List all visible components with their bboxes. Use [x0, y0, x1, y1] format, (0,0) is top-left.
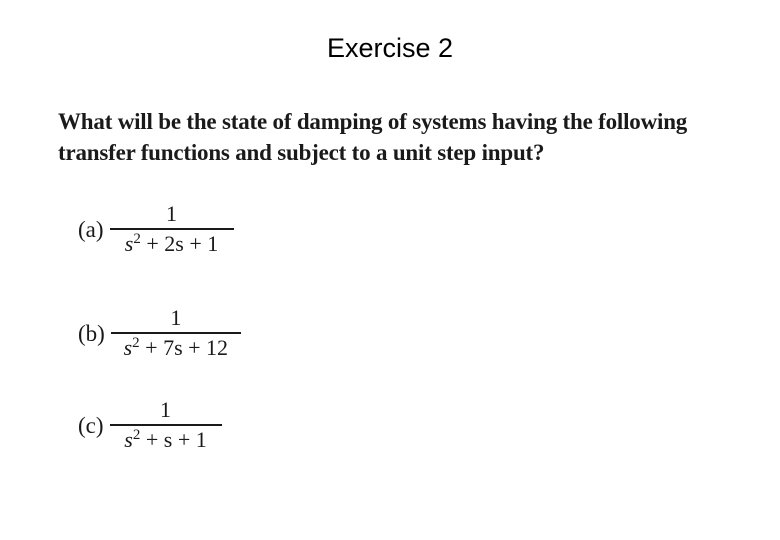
fraction: [111, 306, 241, 361]
denominator-exponent: 2: [133, 231, 141, 247]
item-label: (c): [78, 412, 104, 438]
denominator-rest: + s + 1: [145, 427, 207, 452]
denominator: [124, 334, 228, 361]
fraction: [110, 398, 222, 453]
denominator-exponent: 2: [132, 427, 141, 443]
denominator-rest: + 7s + 12: [145, 335, 229, 360]
fraction: [110, 202, 234, 257]
transfer-function-b: [78, 306, 241, 361]
numerator: 1: [166, 201, 178, 226]
question-line-2: transfer functions and subject to a unit step input?: [58, 140, 545, 165]
page-title: Exercise 2: [326, 33, 454, 63]
denominator-rest: + 2s + 1: [146, 231, 219, 256]
denominator-variable: s: [123, 335, 133, 360]
denominator-variable: s: [124, 231, 134, 256]
denominator-variable: s: [124, 427, 133, 452]
numerator: 1: [160, 397, 172, 422]
transfer-function-a: [78, 202, 234, 257]
question-line-1: What will be the state of damping of systems having the following: [58, 109, 688, 134]
denominator: [124, 426, 206, 453]
numerator: 1: [170, 305, 182, 330]
item-label: (a): [78, 216, 104, 242]
question-text: [58, 106, 770, 168]
item-label: (b): [78, 320, 105, 346]
denominator-exponent: 2: [132, 335, 140, 351]
denominator: [125, 230, 218, 257]
transfer-function-c: [78, 398, 222, 453]
